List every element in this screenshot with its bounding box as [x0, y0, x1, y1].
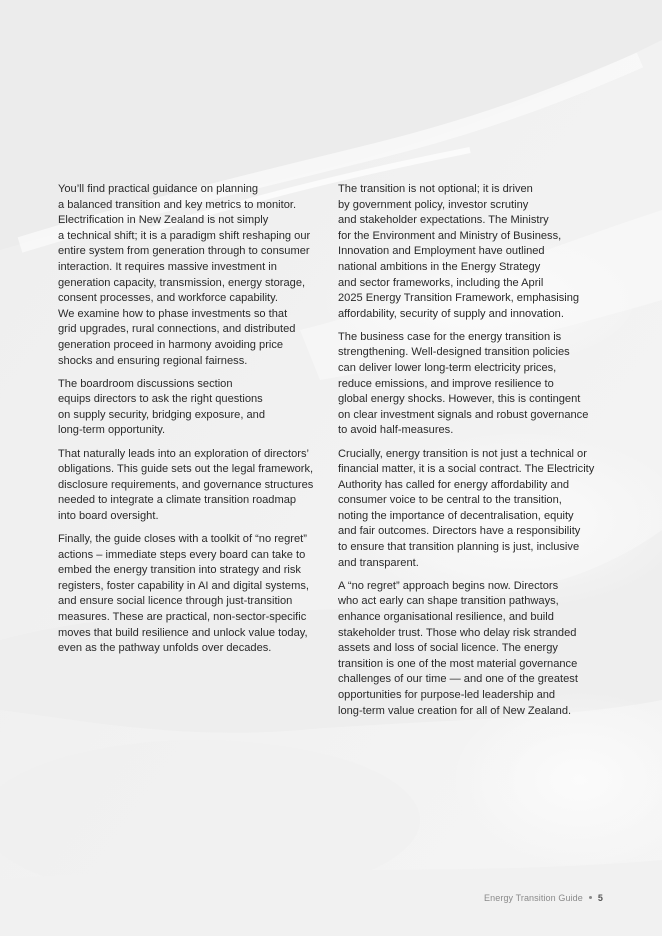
page-footer — [484, 893, 603, 903]
right-paragraph-1: The transition is not optional; it is driven by government policy, investor scrutiny and stakeholder expectations. The Ministry for the Environment and Ministry of Business, Innovation and Employment have outlined national ambitions in the Energy Strategy and sector frameworks, including the April 2025 Energy Transition Framework, emphasising affordability, security of supply and innovation. — [338, 183, 580, 320]
right-paragraph-3: Crucially, energy transition is not just a technical or financial matter, it is a social contract. The Electricity Authority has called for energy affordability and consumer voice to be central to the transition, noting the importance of decentralisation, equity and fair outcomes. Directors have a responsibility to ensure that transition planning is just, inclusive and transparent. — [338, 447, 595, 569]
left-paragraph-3: That naturally leads into an exploration of directors’ obligations. This guide sets out the legal framework, disclosure requirements, and governance structures needed to integrate a climate transition roadmap into board oversight. — [58, 447, 314, 522]
footer-title: Energy Transition Guide — [484, 893, 583, 903]
right-paragraph-4: A “no regret” approach begins now. Directors who act early can shape transition pathways, enhance organisational resilience, and build stakeholder trust. Those who delay risk stranded assets and loss of social licence. The energy transition is one of the most material governance challenges of our time — and one of the greatest opportunities for purpose-led leadership and long-term value creation for all of New Zealand. — [338, 579, 578, 717]
left-paragraph-4: Finally, the guide closes with a toolkit of “no regret” actions – immediate steps every board can take to embed the energy transition into strategy and risk registers, foster capability in AI and digital systems, and ensure social licence through just-transition measures. These are practical, non-sector-specific moves that build resilience and unlock value today, even as the pathway unfolds over decades. — [58, 532, 309, 655]
bullet-separator-icon — [589, 896, 592, 899]
left-paragraph-2: The boardroom discussions section equips directors to ask the right questions on supply security, bridging exposure, and long-term opportunity. — [58, 377, 265, 437]
page-number: 5 — [597, 893, 603, 903]
left-paragraph-1: You’ll find practical guidance on planning a balanced transition and key metrics to monitor. Electrification in New Zealand is not simply a technical shift; it is a paradigm shift reshaping our entire system from generation through to consumer interaction. It requires massive investment in generation capacity, transmission, energy storage, consent processes, and workforce capability. We examine how to phase investments so that grid upgrades, rural connections, and distributed generation proceed in harmony avoiding price shocks and ensuring regional fairness. — [58, 183, 311, 367]
right-paragraph-2: The business case for the energy transition is strengthening. Well-designed transition policies can deliver lower long-term electricity prices, reduce emissions, and improve resilience to global energy shocks. However, this is contingent on clear investment signals and robust governance to avoid half-measures. — [338, 330, 589, 437]
right-text-column — [338, 182, 604, 727]
left-text-column — [58, 182, 324, 664]
